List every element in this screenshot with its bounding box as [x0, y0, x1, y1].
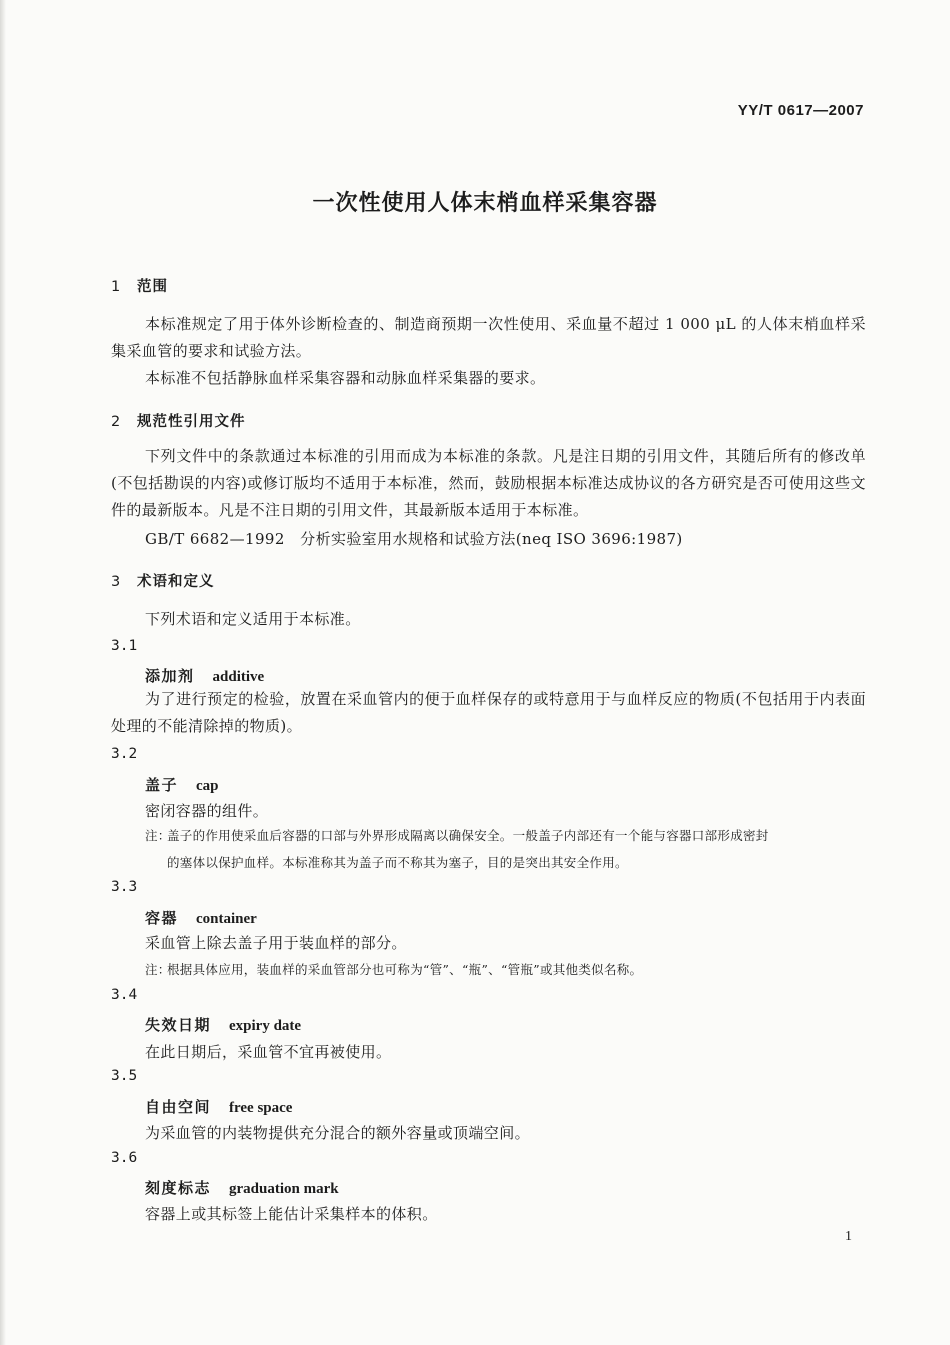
document-title: 一次性使用人体末梢血样采集容器	[312, 191, 658, 216]
standard-code: YY/T 0617—2007	[737, 102, 864, 119]
normative-reference: GB/T 6682—1992 分析实验室用水规格和试验方法(neq ISO 3696:1987)	[145, 530, 683, 548]
term-english: free space	[229, 1100, 293, 1116]
note-text-line-1: 盖子的作用使采血后容器的口部与外界形成隔离以确保安全。一般盖子内部还有一个能与容器口部形成密封	[167, 828, 769, 843]
term-note	[145, 822, 867, 876]
term-heading	[145, 907, 257, 928]
term-english: additive	[212, 669, 265, 685]
term-chinese: 刻度标志	[145, 1179, 212, 1197]
note-label: 注：	[145, 962, 171, 977]
term-chinese: 失效日期	[145, 1016, 212, 1034]
term-definition: 容器上或其标签上能估计采集样本的体积。	[145, 1205, 438, 1223]
section-2-paragraph-1: 下列文件中的条款通过本标准的引用而成为本标准的条款。凡是注日期的引用文件，其随后所有的修改单(不包括勘误的内容)或修订版均不适用于本标准，然而，鼓励根据本标准达成协议的各方研究是否可使用这些文件的最新版本。凡是不注日期的引用文件，其最新版本适用于本标准。	[111, 447, 866, 519]
term-note	[145, 956, 867, 983]
clause-number: 3.6	[111, 1150, 138, 1166]
section-1-paragraph-2: 本标准不包括静脉血样采集容器和动脉血样采集器的要求。	[145, 369, 546, 387]
section-number: 3	[111, 574, 122, 590]
term-chinese: 添加剂	[145, 667, 195, 685]
section-title: 规范性引用文件	[137, 414, 246, 430]
section-2-heading	[111, 410, 246, 431]
section-3-intro: 下列术语和定义适用于本标准。	[145, 610, 361, 628]
section-1-paragraph-1: 本标准规定了用于体外诊断检查的、制造商预期一次性使用、采血量不超过 1 000 μL 的人体末梢血样采集采血管的要求和试验方法。	[111, 315, 866, 360]
section-title: 术语和定义	[137, 574, 215, 590]
term-definition: 为了进行预定的检验，放置在采血管内的便于血样保存的或特意用于与血样反应的物质(不包括用于内表面处理的不能清除掉的物质)。	[111, 690, 866, 735]
note-text-line-1: 根据具体应用，装血样的采血管部分也可称为“管”、“瓶”、“管瓶”或其他类似名称。	[167, 962, 643, 977]
clause-number: 3.5	[111, 1068, 138, 1084]
term-heading	[145, 1177, 339, 1198]
term-english: expiry date	[229, 1018, 302, 1034]
section-3-heading	[111, 570, 215, 591]
term-definition: 密闭容器的组件。	[145, 802, 269, 820]
term-heading	[145, 665, 264, 686]
term-chinese: 自由空间	[145, 1098, 212, 1116]
clause-number: 3.4	[111, 987, 138, 1003]
term-heading	[145, 1096, 292, 1117]
section-number: 2	[111, 414, 122, 430]
clause-number: 3.2	[111, 746, 138, 762]
section-1-heading	[111, 275, 168, 296]
term-definition: 在此日期后，采血管不宜再被使用。	[145, 1043, 392, 1061]
term-chinese: 容器	[145, 909, 179, 927]
term-definition: 为采血管的内装物提供充分混合的额外容量或顶端空间。	[145, 1124, 531, 1142]
term-definition: 采血管上除去盖子用于装血样的部分。	[145, 934, 407, 952]
term-english: container	[196, 911, 257, 927]
term-heading	[145, 1014, 301, 1035]
section-title: 范围	[137, 279, 168, 295]
clause-number: 3.1	[111, 638, 138, 654]
page-number: 1	[845, 1229, 852, 1244]
section-number: 1	[111, 279, 122, 295]
term-english: graduation mark	[229, 1181, 339, 1197]
term-heading	[145, 774, 219, 795]
note-text-line-2: 的塞体以保护血样。本标准称其为盖子而不称其为塞子，目的是突出其安全作用。	[167, 855, 628, 870]
term-chinese: 盖子	[145, 776, 179, 794]
clause-number: 3.3	[111, 879, 138, 895]
term-english: cap	[196, 778, 219, 794]
note-label: 注：	[145, 828, 171, 843]
